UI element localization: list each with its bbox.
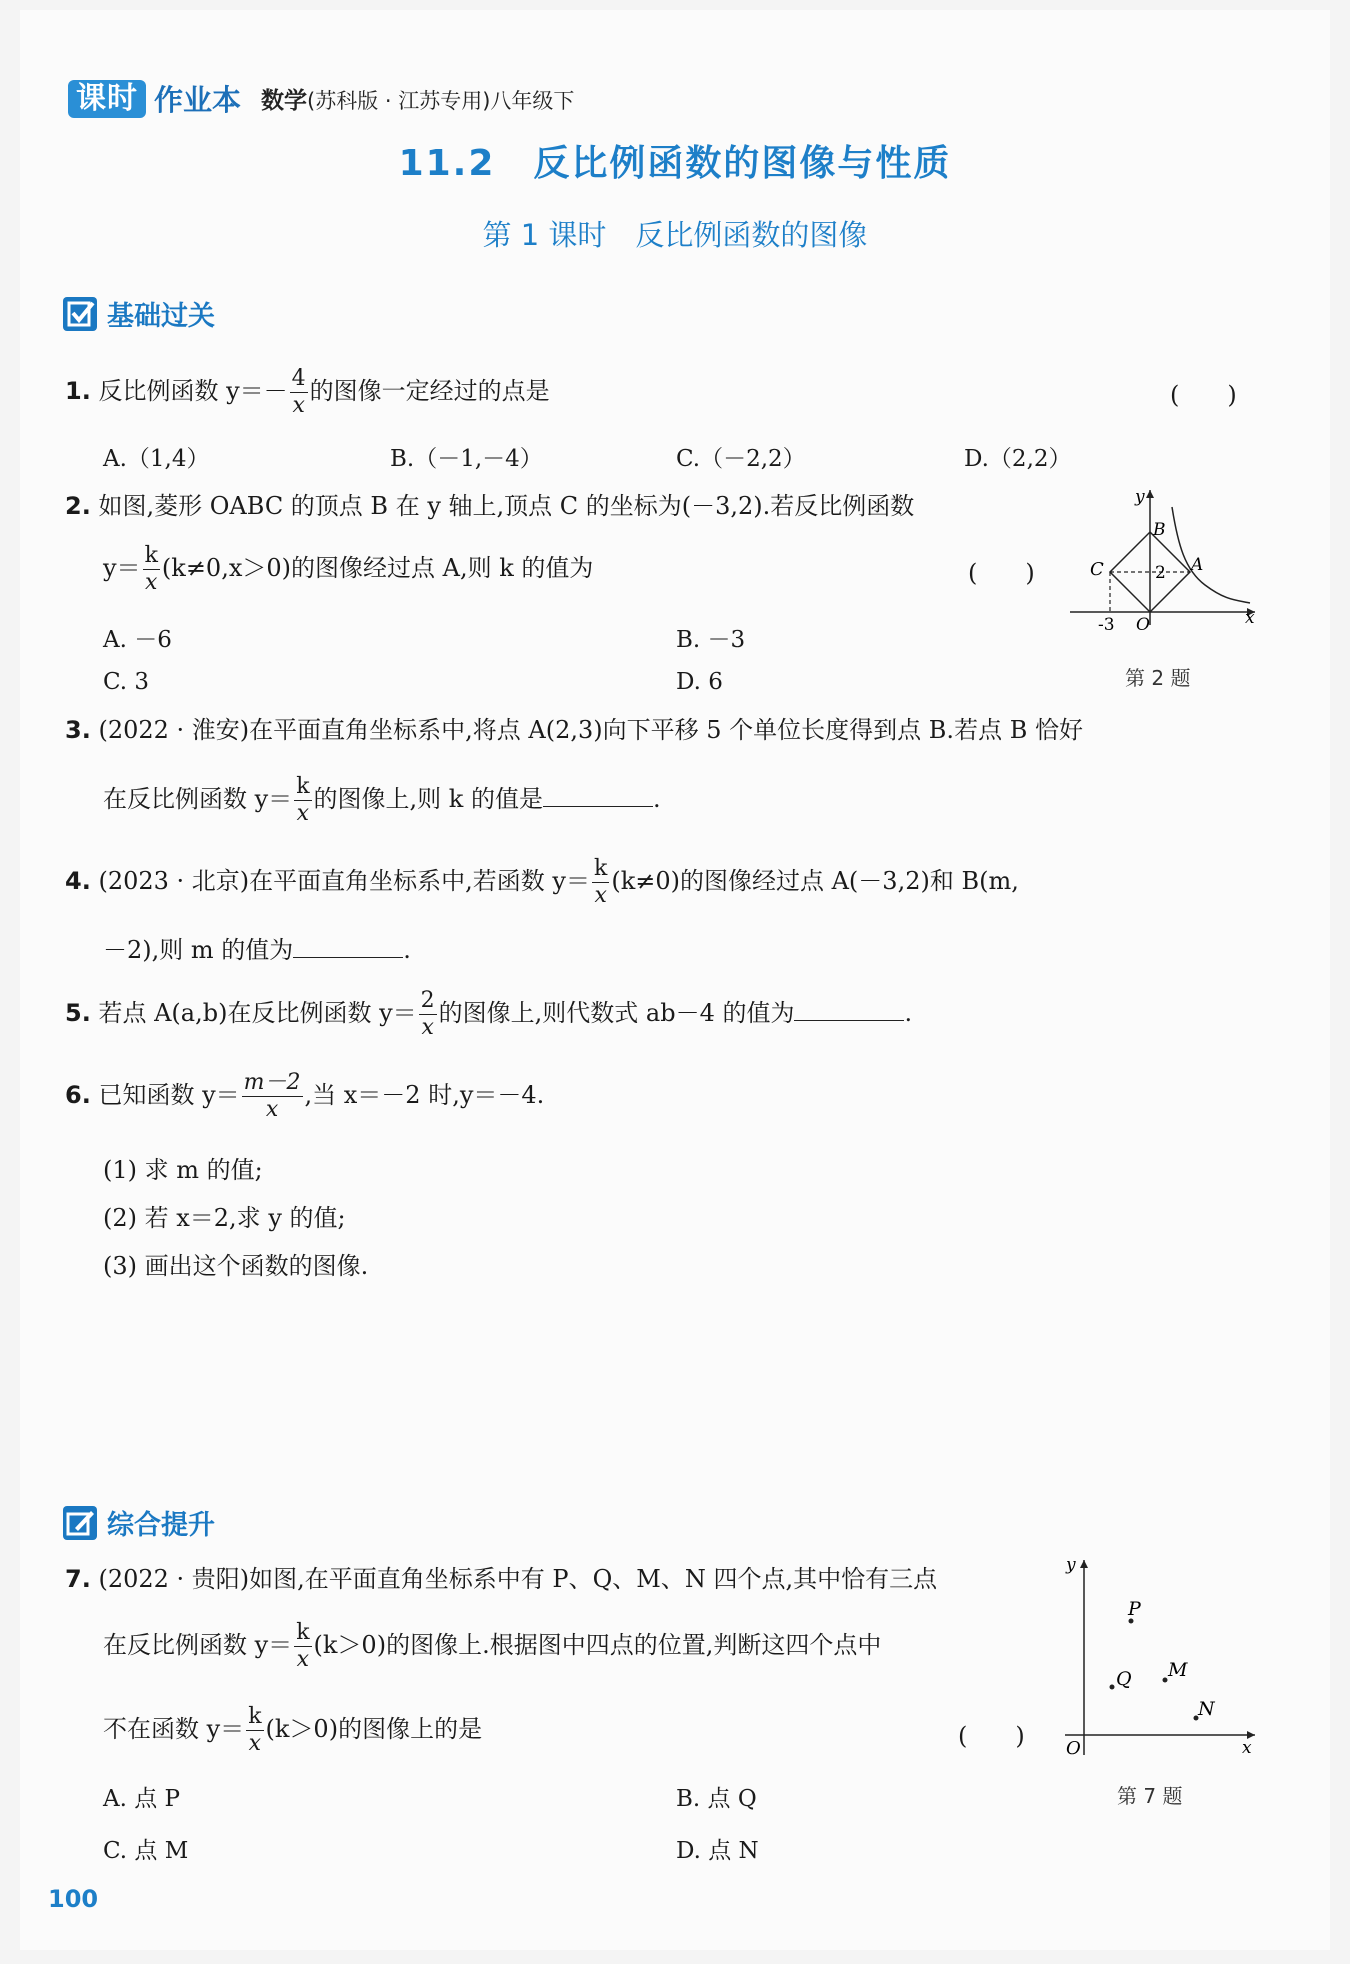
header [68,78,574,119]
svg-text:2: 2 [1155,563,1166,583]
brand-logo: 课时 [68,80,146,118]
q2-option-d[interactable]: D. 6 [676,669,723,695]
svg-text:A: A [1191,555,1204,575]
question-3: 3. (2022 · 淮安)在平面直角坐标系中,将点 A(2,3)向下平移 5 个单位长度得到点 B.若点 B 恰好 [65,716,1083,744]
answer-paren-7[interactable]: ( ) [958,1722,1025,1750]
q7-option-c[interactable]: C. 点 M [103,1838,189,1864]
point-m [1163,1678,1168,1683]
subject-label: 数学(苏科版 · 江苏专用)八年级下 [261,88,575,114]
category-advanced [63,1503,215,1542]
caption-q7: 第 7 题 [1117,1784,1183,1808]
svg-text:O: O [1066,1738,1081,1759]
answer-blank-4[interactable] [293,933,403,958]
answer-blank-5[interactable] [794,996,904,1021]
figure-q2 [1060,485,1260,635]
category-label: 综合提升 [107,1510,215,1541]
q6-sub-1: (1) 求 m 的值; [103,1156,263,1184]
brand-name: 作业本 [154,83,242,117]
q1-option-c[interactable]: C.（－2,2） [676,446,806,472]
question-2-line2: y＝ $\frac{k}{x}$ (k≠0,x＞0)的图像经过点 A,则 k 的值为 [103,543,594,595]
q7-option-a[interactable]: A. 点 P [103,1786,181,1812]
pencil-icon [63,1506,97,1540]
q1-option-b[interactable]: B.（－1,－4） [390,446,543,472]
q6-sub-3: (3) 画出这个函数的图像. [103,1252,369,1280]
q2-option-a[interactable]: A. －6 [103,627,172,653]
question-7-line3: 不在函数 y＝ $\frac{k}{x}$ (k＞0)的图像上的是 [103,1704,483,1756]
q7-option-d[interactable]: D. 点 N [676,1838,759,1864]
svg-text:x: x [1245,608,1255,628]
question-7-line2: 在反比例函数 y＝ $\frac{k}{x}$ (k＞0)的图像上.根据图中四点的位置,判断这四个点中 [103,1620,882,1672]
q2-option-c[interactable]: C. 3 [103,669,150,695]
svg-text:y: y [1066,1555,1076,1575]
answer-paren-2[interactable]: ( ) [968,559,1035,587]
question-5: 5. 若点 A(a,b)在反比例函数 y＝ $\frac{2}{x}$ 的图像上,则代数式 ab－4 的值为 . [65,988,913,1040]
question-3-line2: 在反比例函数 y＝ $\frac{k}{x}$ 的图像上,则 k 的值是 . [103,774,661,826]
question-6: 6. 已知函数 y＝ $\frac{m-2}{x}$ ,当 x＝－2 时,y＝－4. [65,1070,545,1122]
question-7: 7. (2022 · 贵阳)如图,在平面直角坐标系中有 P、Q、M、N 四个点,其中恰有三点 [65,1565,938,1593]
checkbox-icon [63,297,97,331]
page-number: 100 [48,1885,99,1913]
svg-text:-3: -3 [1098,615,1115,635]
q6-sub-2: (2) 若 x＝2,求 y 的值; [103,1204,346,1232]
svg-text:C: C [1090,559,1104,580]
q2-option-b[interactable]: B. －3 [676,627,746,653]
svg-text:N: N [1198,1698,1215,1720]
svg-text:y: y [1135,487,1145,507]
svg-text:O: O [1136,615,1150,635]
answer-paren-1[interactable]: ( ) [1170,381,1237,409]
category-label: 基础过关 [107,301,215,332]
hyperbola-curve [1172,507,1250,603]
lesson-title: 第 1 课时 反比例函数的图像 [482,218,868,252]
svg-text:B: B [1153,520,1166,540]
question-1: 1. 反比例函数 y＝－ $\frac{4}{x}$ 的图像一定经过的点是 [65,366,550,418]
svg-text:M: M [1168,1659,1188,1681]
question-2: 2. 如图,菱形 OABC 的顶点 B 在 y 轴上,顶点 C 的坐标为(－3,2).若反比例函数 [65,492,915,520]
answer-blank-3[interactable] [543,782,653,807]
category-basic [63,294,215,333]
q1-option-a[interactable]: A.（1,4） [103,446,210,472]
svg-text:P: P [1128,1598,1141,1620]
question-4: 4. (2023 · 北京)在平面直角坐标系中,若函数 y＝ $\frac{k}{x}$ (k≠0)的图像经过点 A(－3,2)和 B(m, [65,856,1019,908]
question-4-line2: －2),则 m 的值为 . [103,933,411,967]
q7-option-b[interactable]: B. 点 Q [676,1786,757,1812]
q1-option-d[interactable]: D.（2,2） [964,446,1072,472]
point-q [1110,1685,1115,1690]
svg-text:Q: Q [1116,1668,1132,1690]
caption-q2: 第 2 题 [1125,666,1191,690]
section-title: 11.2 反比例函数的图像与性质 [398,143,952,184]
svg-text:x: x [1242,1738,1252,1758]
figure-q7 [1050,1555,1260,1770]
